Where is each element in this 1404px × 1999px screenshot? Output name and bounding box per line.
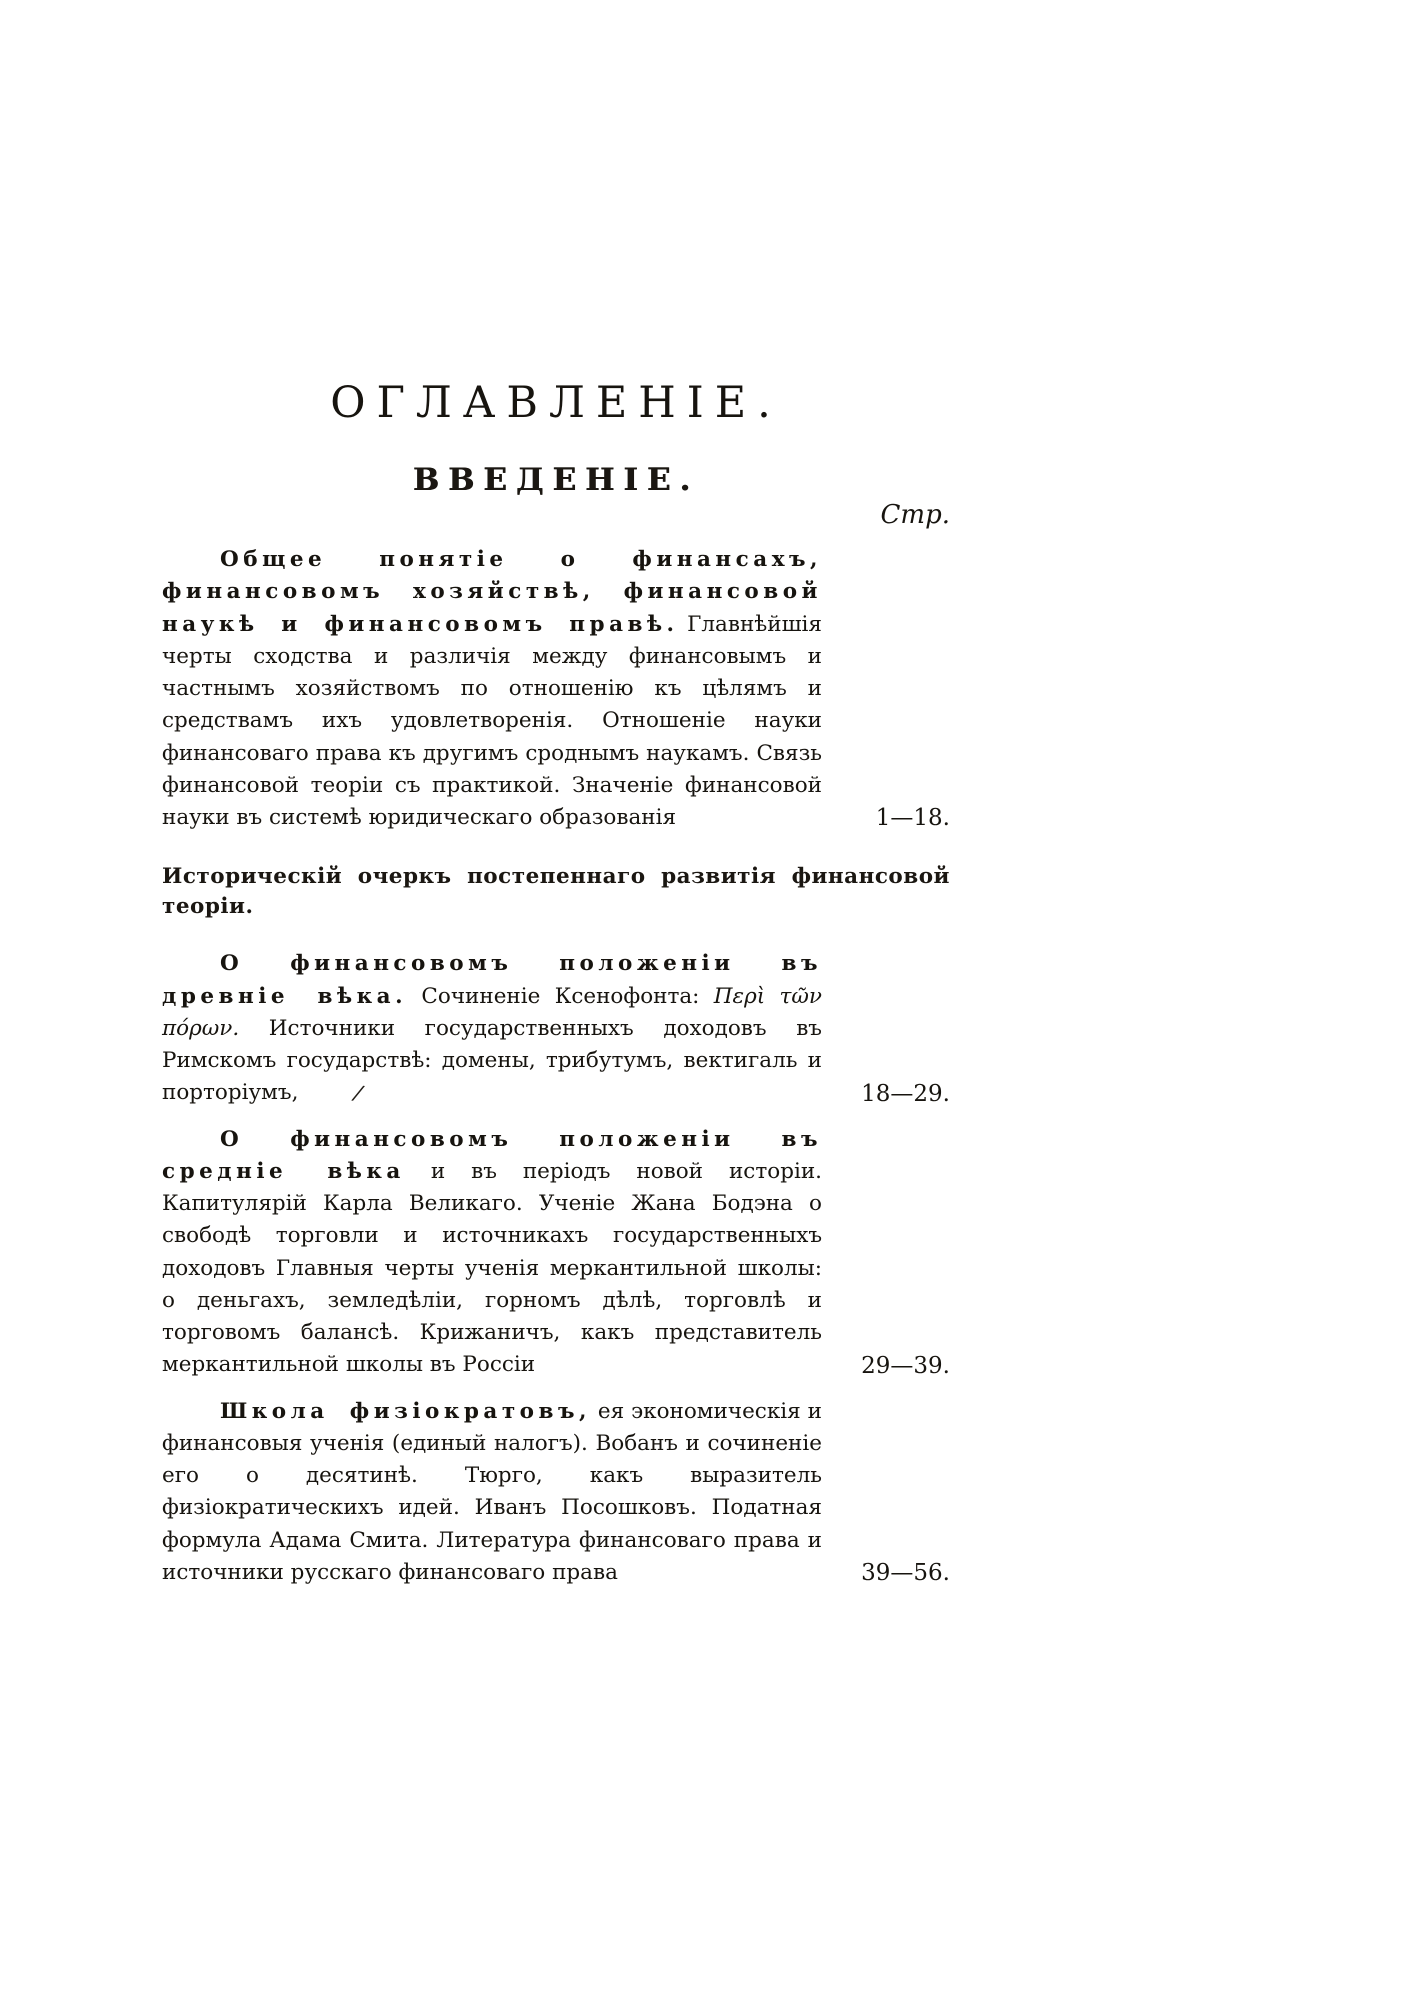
toc-entry-pages: 1—18. xyxy=(875,805,950,832)
toc-entry-text xyxy=(162,948,822,1109)
toc-entry xyxy=(162,544,950,834)
page-title: ОГЛАВЛЕНІЕ. xyxy=(330,378,782,428)
toc-entry-text xyxy=(162,1396,822,1590)
toc-entry-body: Сочиненіе Ксенофонта: xyxy=(421,983,700,1009)
toc-entry xyxy=(162,1396,950,1590)
page-column-label: Стр. xyxy=(880,500,950,530)
pen-mark: ⁄ xyxy=(354,1082,362,1108)
toc-entry-pages: 18—29. xyxy=(861,1080,950,1107)
section-heading-vvedenie: ВВЕДЕНІЕ. xyxy=(412,462,700,498)
toc-entry-lead: Общее понятіе о финансахъ, финансовомъ хозяйствѣ, финансовой наукѣ и финансовомъ правѣ. xyxy=(162,547,822,637)
table-of-contents xyxy=(162,378,950,1603)
toc-entry-text xyxy=(162,544,822,834)
toc-entry-pages: 39—56. xyxy=(861,1560,950,1587)
greek-title: Περὶ τῶν πόρων. xyxy=(162,983,822,1041)
toc-entry-lead: О финансовомъ положеніи въ средніе вѣка xyxy=(162,1126,822,1184)
toc-entry-body: Главнѣйшія черты сходства и различія между финансовымъ и частнымъ хозяйствомъ по отношенію къ цѣлямъ и средствамъ ихъ удовлетворенія. Отношеніе науки финансоваго права къ другимъ сроднымъ наукамъ. Связь финансовой теоріи съ практикой. Значеніе финансовой науки въ системѣ юридическаго образованія xyxy=(162,611,822,830)
toc-entry xyxy=(162,948,950,1109)
toc-entry-pages: 29—39. xyxy=(861,1352,950,1379)
toc-entry-body: и въ періодъ новой исторіи. Капитулярій Карла Великаго. Ученіе Жана Бодэна о свободѣ торговли и источникахъ государственныхъ доходовъ Главныя черты ученія меркантильной школы: о деньгахъ, земледѣліи, горномъ дѣлѣ, торговлѣ и торговомъ балансѣ. Крижаничъ, какъ представитель меркантильной школы въ Россіи xyxy=(162,1158,822,1378)
toc-entry-lead: О финансовомъ положеніи въ древніе вѣка. xyxy=(162,951,822,1009)
toc-entry-body: Источники государственныхъ доходовъ въ Римскомъ государствѣ: домены, трибутумъ, вектигаль и порторіумъ, xyxy=(162,1015,822,1106)
toc-entry-body: ея экономическія и финансовыя ученія (единый налогъ). Вобанъ и сочиненіе его о десятинѣ. Тюрго, какъ выразитель физіократическихъ идей. Иванъ Посошковъ. Податная формула Адама Смита. Литература финансоваго права и источники русскаго финансоваго права xyxy=(162,1398,822,1585)
chapter-heading: Историческій очеркъ постепеннаго развитія финансовой теоріи. xyxy=(162,864,950,920)
toc-entry xyxy=(162,1124,950,1382)
toc-entry-lead: Школа физіократовъ, xyxy=(220,1398,591,1424)
toc-entry-text xyxy=(162,1124,822,1382)
